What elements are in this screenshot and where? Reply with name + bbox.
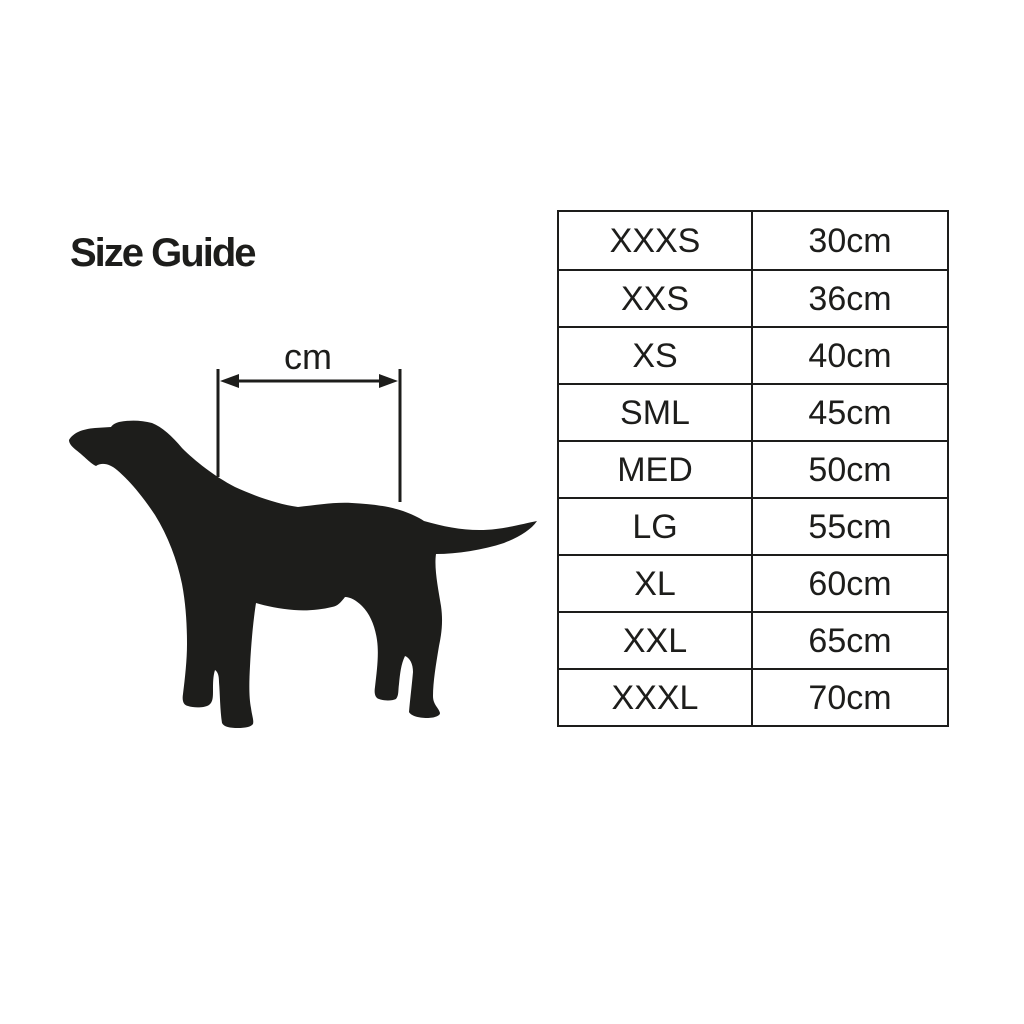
- length-cell: 55cm: [808, 507, 892, 546]
- size-cell: MED: [559, 442, 753, 497]
- length-cell: 60cm: [808, 564, 892, 603]
- arrow-left-head-icon: [220, 374, 239, 388]
- size-cell: XS: [559, 328, 753, 383]
- table-row: [559, 668, 947, 725]
- table-row: [559, 326, 947, 383]
- size-cell: LG: [559, 499, 753, 554]
- length-cell: 50cm: [808, 450, 892, 489]
- page-title: Size Guide: [70, 231, 255, 275]
- length-cell: 45cm: [808, 393, 892, 432]
- table-row: [559, 269, 947, 326]
- size-cell: XXXS: [559, 212, 753, 269]
- table-row: [559, 212, 947, 269]
- dog-silhouette-icon: [69, 421, 537, 728]
- measurement-arrow: [218, 369, 400, 502]
- size-table: [557, 210, 949, 727]
- arrow-right-head-icon: [379, 374, 398, 388]
- table-row: [559, 497, 947, 554]
- length-cell: 65cm: [808, 621, 892, 660]
- length-cell: 70cm: [808, 678, 892, 717]
- size-cell: XXL: [559, 613, 753, 668]
- table-row: [559, 440, 947, 497]
- measurement-unit-label: cm: [284, 336, 332, 377]
- size-cell: XXS: [559, 271, 753, 326]
- size-cell: SML: [559, 385, 753, 440]
- size-cell: XXXL: [559, 670, 753, 725]
- table-row: [559, 383, 947, 440]
- length-cell: 30cm: [808, 221, 892, 260]
- measurement-diagram: [60, 336, 560, 740]
- length-cell: 36cm: [808, 279, 892, 318]
- table-row: [559, 554, 947, 611]
- size-cell: XL: [559, 556, 753, 611]
- length-cell: 40cm: [808, 336, 892, 375]
- table-row: [559, 611, 947, 668]
